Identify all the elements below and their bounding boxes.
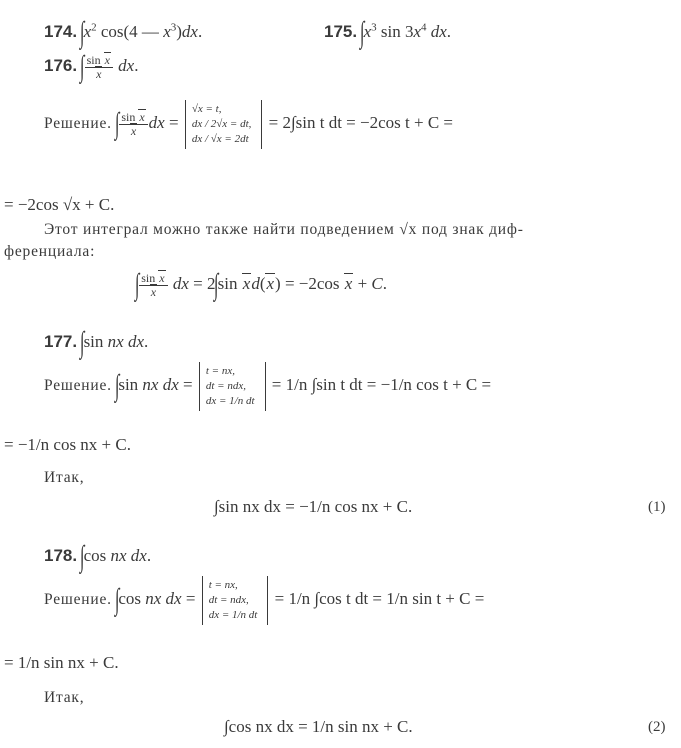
problem-number-178: 178.	[44, 545, 78, 565]
result-line-178b: = 1/n sin nx + C.	[4, 653, 119, 672]
result-line-177a: = 1/n ∫sin t dt = −1/n cos t + C =	[271, 375, 492, 395]
substitution-line: t = nx,	[205, 365, 235, 377]
problem-177	[44, 328, 148, 358]
problem-174	[44, 18, 202, 48]
note-formula: ∫ $\frac{\text{sin x}}{x}$ dx = 2∫sin xd(x) = −2cos x + C.	[134, 268, 388, 301]
substitution-line: dx = 1/n dt	[205, 394, 255, 407]
problem-number-175: 175.	[324, 21, 358, 41]
formula-177: ∫sin nx dx.	[80, 326, 149, 359]
solution-177: Решение. ∫sin nx dx = t = nx, dt = ndx, dx = 1/n dt = 1/n ∫sin t dt = −1/n cos t + C =	[44, 362, 491, 411]
substitution-box-176	[185, 100, 263, 149]
result-line-176b: = −2cos √x + C.	[4, 195, 115, 214]
result-line-178a: = 1/n ∫cos t dt = 1/n sin t + C =	[274, 589, 485, 609]
substitution-line: √x = t,	[191, 103, 222, 115]
substitution-box-177	[199, 362, 266, 411]
problem-number-177: 177.	[44, 331, 78, 351]
equation-number-2: (2)	[648, 719, 666, 735]
formula-174: $\int x^2$ cos(4 — $x^3)dx$.	[80, 16, 203, 49]
equation-number-1: (1)	[648, 499, 666, 515]
substitution-line: dt = ndx,	[205, 379, 246, 392]
problem-number-176: 176.	[44, 55, 78, 75]
substitution-line: t = nx,	[208, 579, 238, 591]
substitution-line: dx = 1/n dt	[208, 608, 258, 621]
final-178: ∫cos nx dx = 1/n sin nx + C.	[224, 717, 413, 736]
substitution-box-178	[202, 576, 269, 625]
problem-175	[324, 18, 451, 48]
problem-number-174: 174.	[44, 21, 78, 41]
problem-178	[44, 542, 151, 572]
solution-178: Решение. ∫cos nx dx = t = nx, dt = ndx, dx = 1/n dt = 1/n ∫cos t dt = 1/n sin t + C =	[44, 576, 484, 625]
itak-178: Итак,	[44, 689, 85, 706]
itak-177: Итак,	[44, 469, 85, 486]
result-line-176a: = 2∫sin t dt = −2cos t + C =	[268, 113, 454, 133]
solution-label-178: Решение.	[44, 591, 112, 609]
formula-178: ∫cos nx dx.	[80, 540, 152, 573]
formula-175: $\int x^3$ $\sin 3x^4$ dx.	[360, 16, 452, 49]
solution-label-177: Решение.	[44, 377, 112, 395]
final-177: ∫sin nx dx = −1/n cos nx + C.	[214, 497, 413, 516]
problem-176	[44, 52, 138, 82]
solution-176: Решение. ∫ $\frac{\text{sin x}}{x}$ dx = √x = t, dx / 2√x = dt, dx / √x = 2dt = 2∫sin t dt = −2cos t + C =	[44, 100, 453, 149]
formula-176: ∫ $\frac{\text{sin x}}{x}$ dx.	[80, 50, 139, 83]
note-line-2: ференциала:	[4, 243, 96, 260]
substitution-line: dt = ndx,	[208, 593, 249, 606]
result-line-177b: = −1/n cos nx + C.	[4, 435, 131, 454]
substitution-line: dx / 2√x = dt,	[191, 117, 252, 130]
note-line-1: Этот интеграл можно также найти подведением √x под знак диф-	[44, 221, 524, 238]
solution-label-176: Решение.	[44, 115, 112, 133]
substitution-line: dx / √x = 2dt	[191, 132, 249, 145]
